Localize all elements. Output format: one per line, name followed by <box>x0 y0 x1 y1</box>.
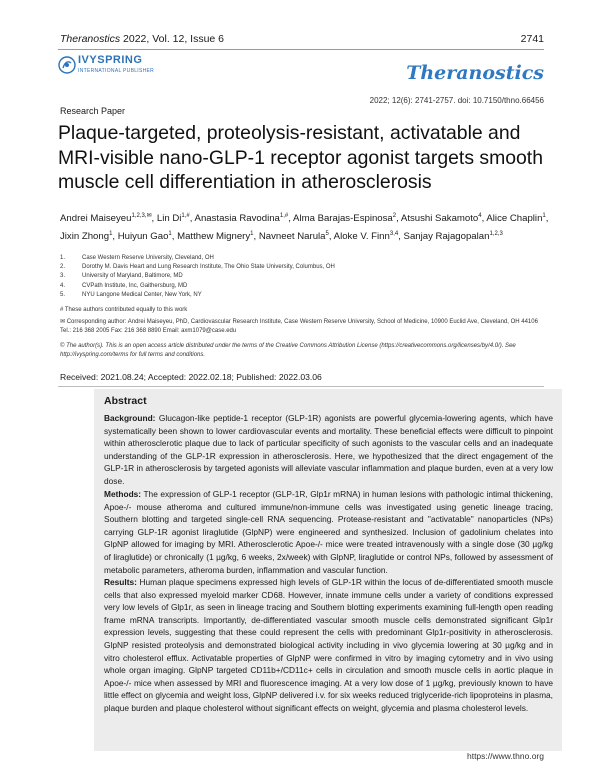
background-label: Background: <box>104 413 156 423</box>
author-name: Matthew Mignery$^1$ <box>177 230 254 242</box>
equal-contribution-note: # These authors contributed equally to this work <box>60 307 188 313</box>
author-affiliation-marker: 1,2,3,✉ <box>131 213 152 219</box>
author-affiliation-marker: 1 <box>109 230 113 237</box>
results-label: Results: <box>104 577 137 587</box>
affiliation-item: 3. University of Maryland, Baltimore, MD <box>60 273 183 280</box>
author-name: Alma Barajas-Espinosa$^2$ <box>293 213 397 225</box>
publisher-name: IVYSPRING <box>78 54 143 66</box>
corresponding-author: ✉ Corresponding author: Andrei Maiseyeu, PhD, Cardiovascular Research Institute, Case Western Reserve University, School of Medicine, 10900 Euclid Ave, Cleveland, OH 44106 Tel.: 216 368 2005 Fax: 216 368 8890 Email: axm1079@case.edu <box>60 319 538 334</box>
author-affiliation-marker: 2 <box>392 213 397 219</box>
journal-name: Theranostics <box>60 33 121 45</box>
author-name: Huiyun Gao$^1$ <box>117 230 172 242</box>
affiliation-item: 5. NYU Langone Medical Center, New York, NY <box>60 291 202 298</box>
author-name: Jixin Zhong$^1$ <box>60 230 113 242</box>
abstract-results: Results: Human plaque specimens expressed high levels of GLP-1R within the locus of de-differentiated smooth muscle cells that also expressed myeloid marker CD68. However, innate immune cells under a variety of conditions expressed very low levels of Glp1r, as seen in lineage tracing and Southern blotting experiments examining full-length open reading frame mRNA transcripts. Importantly, de-differentiated vascular smooth muscle cells demonstrated significant Glp1r expression levels, suggesting that these could represent the cells with predominant Glp1r-positivity in atherosclerosis. GlpNP resisted proteolysis and demonstrated biological activity including in vivo glycemia lowering at 30 µg/kg and in vitro cholesterol efflux. Activatable properties of GlpNP were confirmed in vitro by imaging cytometry and in vivo using whole organ imaging. GlpNP targeted CD11b+/CD11c+ cells in circulation and smooth muscle cells in aortic plaque in Apoe-/- mice when assessed by MRI and fluorescence imaging. At a very low dose of 1 µg/kg, previously known to have little effect on glycemia and weight loss, GlpNP delivered i.v. for six weeks reduced triglyceride-rich lipoproteins in plasma, plaque burden and plaque cholesterol without significant effects on weight, glycemia and plasma cholesterol levels. <box>104 577 553 713</box>
citation-doi: 2022; 12(6): 2741-2757. doi: 10.7150/thno.66456 <box>369 96 544 105</box>
abstract-background: Background: Glucagon-like peptide-1 receptor (GLP-1R) agonists are powerful glycemia-lowering agents, which have systematically been shown to lower cardiovascular events and mortality. These beneficial effects were difficult to pinpoint within atherosclerotic plaque due to lack of particular specificity of such agonists to the vascular cells and an inadequate understanding of the GLP-1R expression in atherosclerosis. Here, we hypothesized that the direct engagement of the GLP-1R in atherosclerosis by targeted agonists will alleviate vascular inflammation and plaque burden, even at a very low dose. <box>104 413 553 486</box>
running-header <box>60 33 224 45</box>
affiliation-item: 1. Case Western Reserve University, Cleveland, OH <box>60 255 214 261</box>
publisher-subtitle: INTERNATIONAL PUBLISHER <box>78 68 155 74</box>
publication-dates: Received: 2021.08.24; Accepted: 2022.02.18; Published: 2022.03.06 <box>60 372 322 382</box>
methods-label: Methods: <box>104 489 142 499</box>
ivyspring-logo-icon <box>58 55 76 75</box>
abstract-methods: Methods: The expression of GLP-1 receptor (GLP-1R, Glp1r mRNA) in human lesions with pathologic intimal thickening, Apoe-/- mouse atheroma and cultured immune/non-immune cells was investigated using genetic lineage tracing, Southern blotting and targeted single-cell RNA sequencing. Protease-resistant and "activatable" nanoparticles (NPs) carrying GLP-1R agonist liraglutide (GlpNP) were engineered and synthesized. Inclusion of gadolinium chelates into GlpNP allowed for imaging by MRI. Atherosclerotic Apoe-/- mice were treated intravenously with a single dose (30 µg/kg of liraglutide) or chronically (1 µg/kg, 6 weeks, 2x/week) with GlpNP, liraglutide or control NPs, followed by assessment of metabolic parameters, atheroma burden, inflammation and vascular function. <box>104 489 553 575</box>
author-list: Andrei Maiseyeu$^{1,2,3,✉}$, Lin $Di^{1,\#}$, Anastasia Ravodina$^{1,\#}$, Alma Barajas-Espinosa$^2$, Atsushi Sakamoto$^4$, Alice Chaplin$^1$, Jixin Zhong$^1$, Huiyun Gao$^1$, Matthew Mignery$^1$, Navneet Narula$^5$, Aloke V. Finn$^{3,4}$, Sanjay Rajagopalan$^{1,2,3}$ <box>60 213 549 242</box>
footer-url[interactable]: https://www.thno.org <box>466 751 544 761</box>
author-affiliation-marker: 4 <box>478 213 482 219</box>
author-affiliation-marker: 1,# <box>279 213 289 219</box>
author-name: Lin $Di^{1,\#}$ <box>156 213 190 225</box>
author-affiliation-marker: 1 <box>168 230 172 237</box>
author-name: Sanjay Rajagopalan$^{1,2,3}$ <box>403 230 503 242</box>
author-name: Navneet Narula$^5$ <box>258 230 329 242</box>
header-divider <box>58 49 544 50</box>
author-name: Alice Chaplin$^1$ <box>486 213 546 225</box>
affiliation-item: 4. CVPath Institute, Inc, Gaithersburg, MD <box>60 282 188 289</box>
journal-brand-logo: Theranostics <box>406 62 544 84</box>
article-type: Research Paper <box>60 106 126 116</box>
author-affiliation-marker: 1 <box>250 230 254 237</box>
author-name: Atsushi Sakamoto$^4$ <box>400 213 482 225</box>
affiliation-item: 2. Dorothy M. Davis Heart and Lung Research Institute, The Ohio State University, Columbus, OH <box>60 264 335 271</box>
author-affiliation-marker: 1 <box>542 213 546 219</box>
license-statement: © The author(s). This is an open access article distributed under the terms of the Creative Commons Attribution License (https://creativecommons.org/licenses/by/4.0/). See http://ivyspring.com/terms for full terms and conditions. <box>60 343 516 358</box>
affiliation-list <box>60 254 550 300</box>
author-affiliation-marker: 1,# <box>181 213 190 219</box>
author-affiliation-marker: 1,2,3 <box>489 230 503 237</box>
author-affiliation-marker: 3,4 <box>389 230 399 237</box>
journal-issue: 2022, Vol. 12, Issue 6 <box>120 33 225 45</box>
author-name: Aloke V. Finn$^{3,4}$ <box>333 230 399 242</box>
page-number: 2741 <box>520 33 544 45</box>
article-title: Plaque-targeted, proteolysis-resistant, activatable and MRI-visible nano-GLP-1 receptor agonist targets smooth muscle cell differentiation in atherosclerosis <box>58 122 543 193</box>
author-name: Anastasia Ravodina$^{1,\#}$ <box>194 213 289 225</box>
author-affiliation-marker: 5 <box>325 230 329 237</box>
abstract-heading: Abstract <box>104 395 147 407</box>
dates-divider <box>58 386 544 387</box>
author-name: Andrei Maiseyeu$^{1,2,3,✉}$ <box>60 213 152 225</box>
